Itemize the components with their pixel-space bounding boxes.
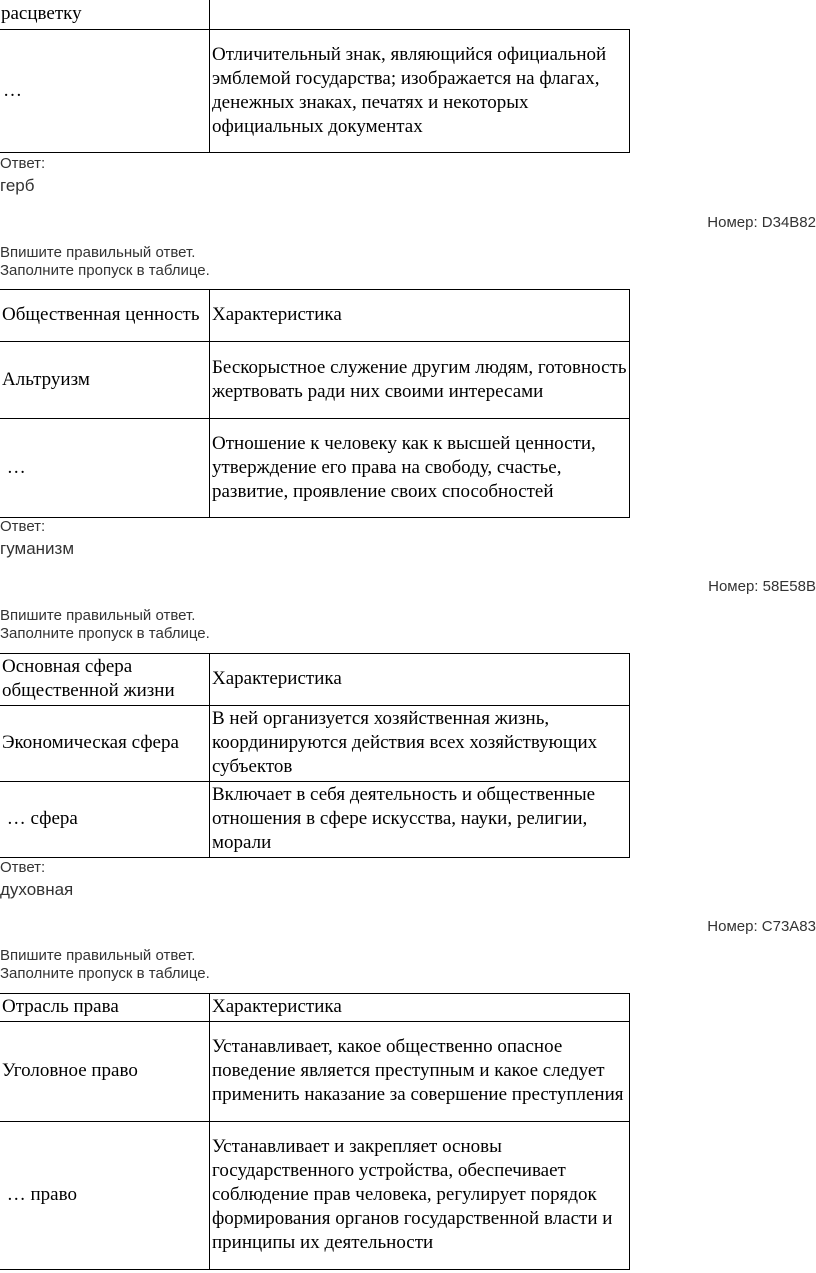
table-row: [0, 30, 630, 153]
answer-label: Ответ:: [0, 518, 46, 535]
table-row: [0, 1122, 630, 1270]
answer-label: Ответ:: [0, 859, 46, 876]
instruction: Заполните пропуск в таблице.: [0, 625, 210, 642]
table-row: [0, 290, 630, 342]
table-cell: … право: [0, 1122, 210, 1270]
table-cell: В ней организуется хозяйственная жизнь, координируются действия всех хозяйствующих субъектов: [210, 706, 630, 782]
table-header-cell: Основная сфера общественной жизни: [0, 654, 210, 706]
table-row: [0, 994, 630, 1022]
question-1-table: [0, 289, 630, 518]
table-row: [0, 782, 630, 858]
table-row: [0, 419, 630, 518]
table-row: [0, 1022, 630, 1122]
question-3-table: [0, 993, 630, 1270]
table-row: [0, 654, 630, 706]
table-cell-empty: [210, 0, 630, 30]
table-row: [0, 706, 630, 782]
instruction: Впишите правильный ответ.: [0, 947, 196, 964]
instruction: Впишите правильный ответ.: [0, 244, 196, 261]
answer-value: духовная: [0, 880, 74, 899]
table-header-cell: Характеристика: [210, 654, 630, 706]
question-2-table: [0, 653, 630, 858]
question-number: Номер: D34B82: [707, 214, 816, 231]
table-cell: Устанавливает, какое общественно опасное поведение является преступным и какое следует применить наказание за совершение преступления: [210, 1022, 630, 1122]
table-header-cell: Характеристика: [210, 290, 630, 342]
question-number: Номер: 58E58B: [708, 578, 816, 595]
table-cell: …: [0, 30, 210, 153]
instruction: Заполните пропуск в таблице.: [0, 262, 210, 279]
answer-value: гуманизм: [0, 539, 75, 558]
table-cell: Бескорыстное служение другим людям, готовность жертвовать ради них своими интересами: [210, 342, 630, 419]
table-cell: Включает в себя деятельность и общественные отношения в сфере искусства, науки, религии, морали: [210, 782, 630, 858]
table-cell: расцветку: [0, 0, 210, 30]
question-0-table: [0, 0, 630, 153]
question-number: Номер: C73A83: [707, 918, 816, 935]
table-cell: … сфера: [0, 782, 210, 858]
table-header-cell: Общественная ценность: [0, 290, 210, 342]
table-cell: Устанавливает и закрепляет основы государственного устройства, обеспечивает соблюдение прав человека, регулирует порядок формирования органов государственной власти и принципы их деятельности: [210, 1122, 630, 1270]
table-cell: Уголовное право: [0, 1022, 210, 1122]
table-header-cell: Отрасль права: [0, 994, 210, 1022]
answer-label: Ответ:: [0, 155, 46, 172]
instruction: Впишите правильный ответ.: [0, 607, 196, 624]
table-cell: Альтруизм: [0, 342, 210, 419]
table-row: [0, 0, 630, 30]
answer-value: герб: [0, 176, 35, 195]
instruction: Заполните пропуск в таблице.: [0, 965, 210, 982]
table-header-cell: Характеристика: [210, 994, 630, 1022]
table-cell: Экономическая сфера: [0, 706, 210, 782]
table-row: [0, 342, 630, 419]
table-cell: Отношение к человеку как к высшей ценности, утверждение его права на свободу, счастье, развитие, проявление своих способностей: [210, 419, 630, 518]
table-cell: Отличительный знак, являющийся официальной эмблемой государства; изображается на флагах, денежных знаках, печатях и некоторых официальных документах: [210, 30, 630, 153]
table-cell: …: [0, 419, 210, 518]
